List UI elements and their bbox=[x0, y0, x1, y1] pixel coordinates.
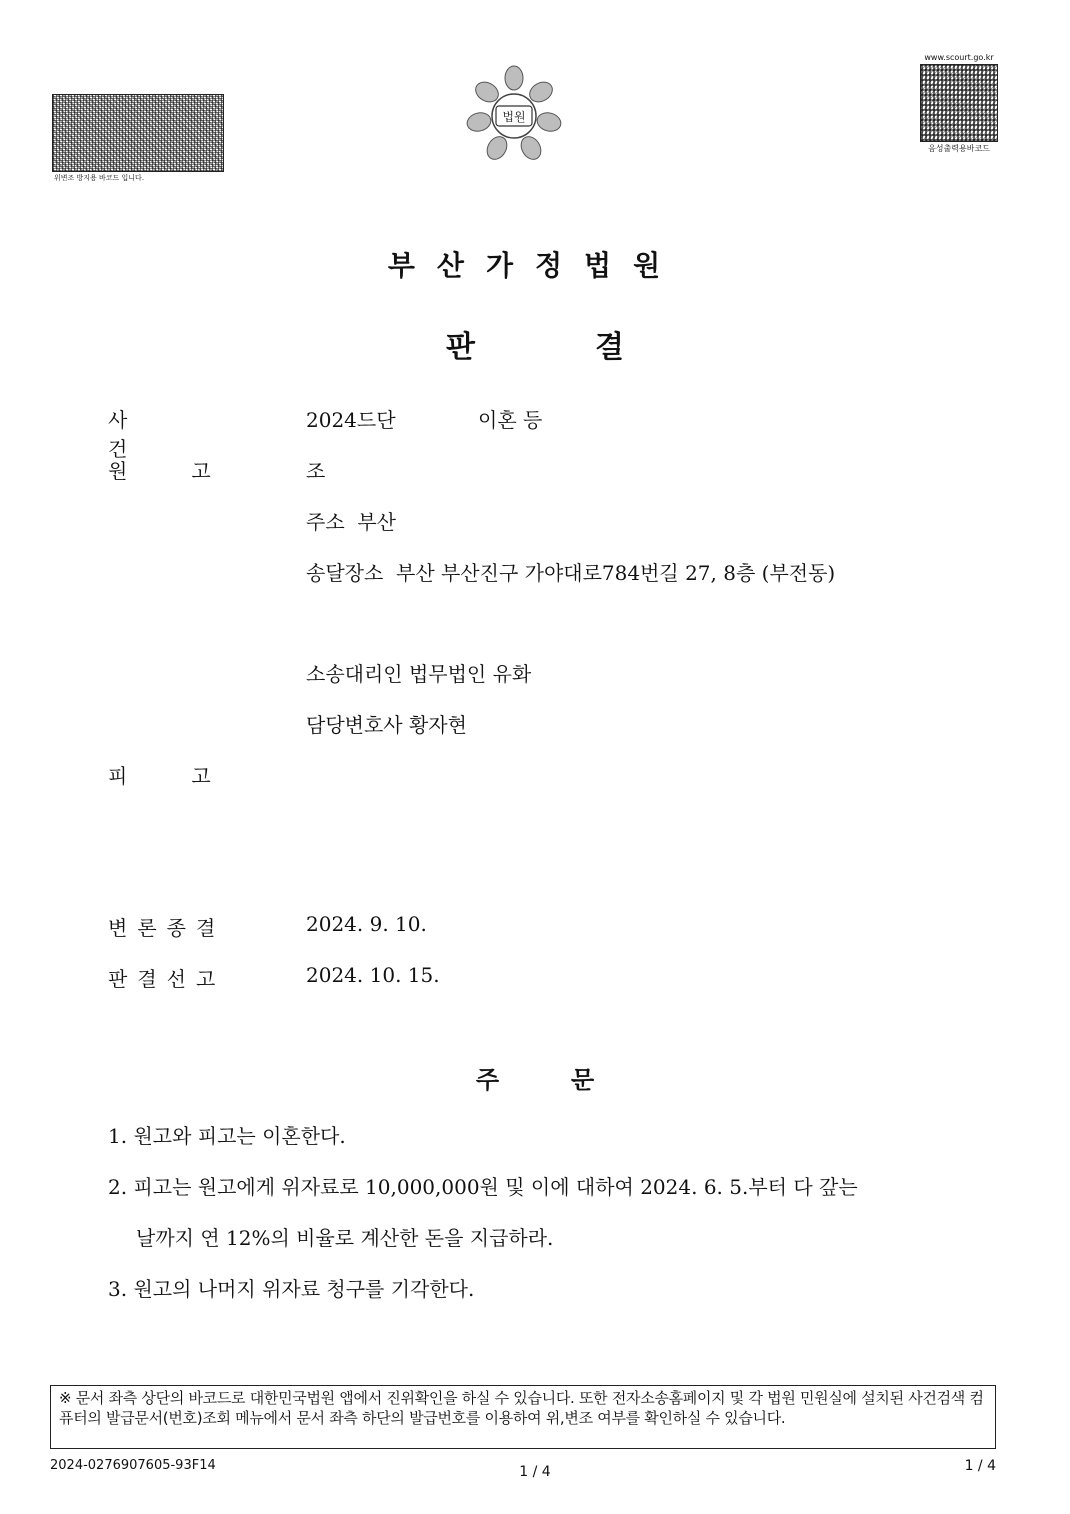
order-item-continued: 날까지 연 12%의 비율로 계산한 돈을 지급하라. bbox=[136, 1226, 554, 1250]
court-name: 부산가정법원 bbox=[387, 249, 683, 282]
order-title-left: 주 bbox=[475, 1066, 499, 1094]
plaintiff-name: 조 bbox=[306, 459, 326, 483]
authenticity-barcode bbox=[52, 94, 224, 172]
order-title bbox=[0, 1060, 1070, 1095]
order-item: 2. 피고는 원고에게 위자료로 10,000,000원 및 이에 대하여 2024. 6. 5.부터 다 갚는 bbox=[108, 1175, 858, 1199]
verification-notice: ※ 문서 좌측 상단의 바코드로 대한민국법원 앱에서 진위확인을 하실 수 있습니다. 또한 전자소송홈페이지 및 각 법원 민원실에 설치된 사건검색 컴퓨터의 발급문서(번호)조회 메뉴에서 문서 좌측 하단의 발급번호를 이용하여 위,변조 여부를 확인하실 수 있습니다. bbox=[50, 1385, 996, 1449]
judgment-date: 2024. 10. 15. bbox=[306, 963, 440, 987]
voice-output-qr-code bbox=[920, 64, 998, 142]
case-label-text: 사건 bbox=[108, 408, 192, 461]
order-title-right: 문 bbox=[571, 1066, 595, 1094]
closing-label: 변론종결 bbox=[108, 916, 226, 940]
plaintiff-address: 주소 부산 bbox=[306, 510, 396, 534]
page-number: 1 / 4 bbox=[519, 1464, 551, 1480]
plaintiff-service-address: 송달장소 부산 부산진구 가야대로784번길 27, 8층 (부전동) bbox=[306, 561, 836, 585]
closing-date: 2024. 9. 10. bbox=[306, 912, 427, 936]
issue-number: 2024-0276907605-93F14 bbox=[50, 1458, 216, 1473]
title-right: 결 bbox=[595, 330, 624, 365]
document-title bbox=[0, 322, 1070, 366]
case-label bbox=[108, 404, 212, 462]
case-name: 이혼 등 bbox=[478, 408, 543, 432]
defendant-label: 피고 bbox=[108, 764, 275, 788]
emblem-text: 법원 bbox=[502, 110, 526, 124]
title-left: 판 bbox=[446, 330, 475, 365]
court-emblem-icon bbox=[463, 64, 565, 164]
order-item: 3. 원고의 나머지 위자료 청구를 기각한다. bbox=[108, 1277, 475, 1301]
barcode-caption: 위변조 방지용 바코드 입니다. bbox=[54, 174, 145, 182]
page-number-right: 1 / 4 bbox=[964, 1458, 996, 1474]
plaintiff-lawyer: 담당변호사 황자현 bbox=[306, 713, 467, 737]
order-item: 1. 원고와 피고는 이혼한다. bbox=[108, 1124, 346, 1148]
qr-site-url: www.scourt.go.kr bbox=[924, 53, 994, 62]
judgment-label: 판결선고 bbox=[108, 967, 226, 991]
plaintiff-label: 원고 bbox=[108, 459, 275, 483]
plaintiff-attorney: 소송대리인 법무법인 유화 bbox=[306, 662, 532, 686]
case-number: 2024드단 bbox=[306, 408, 396, 432]
qr-caption: 음성출력용바코드 bbox=[928, 144, 990, 153]
